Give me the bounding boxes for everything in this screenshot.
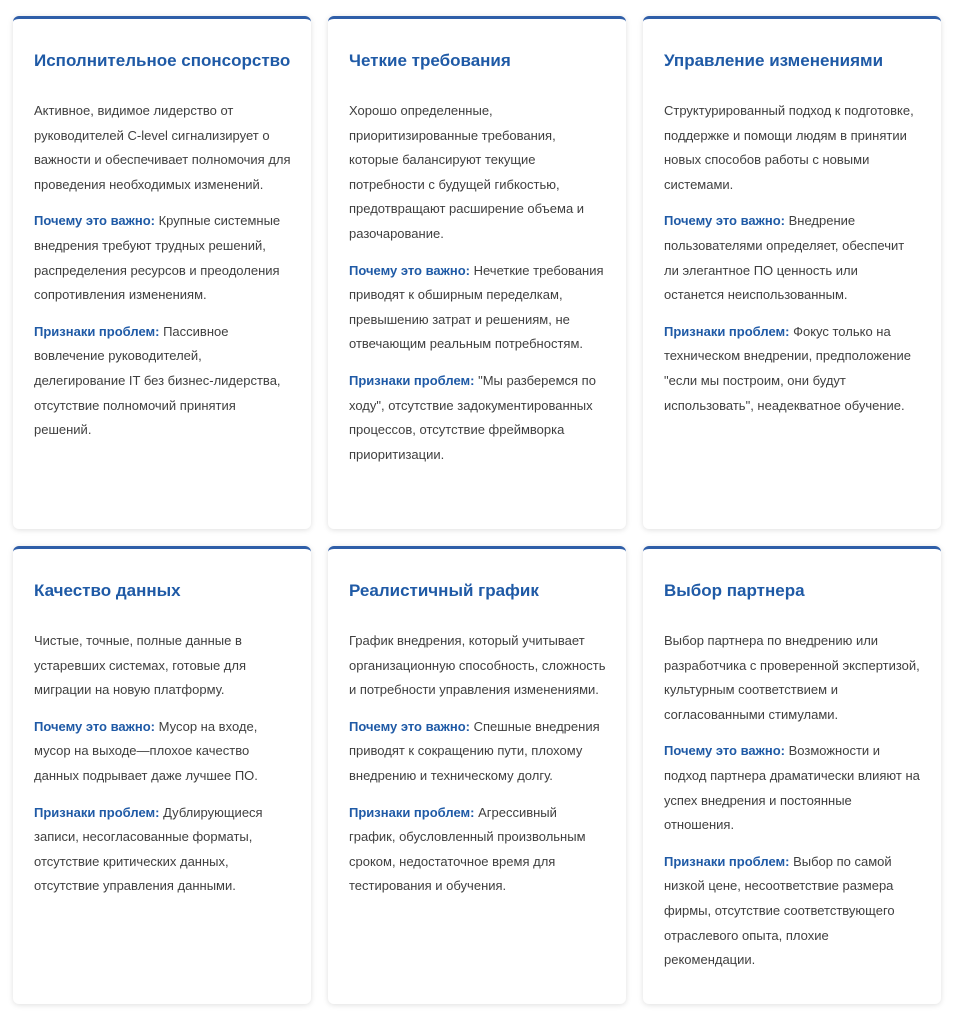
card-clear-requirements — [328, 16, 626, 529]
why-text: Спешные внедрения приводят к сокращению пути, плохому внедрению и техническому долгу. — [349, 718, 600, 783]
card-description: Хорошо определенные, приоритизированные требования, которые балансируют текущие потребности с будущей гибкостью, предотвращают расширение объема и разочарование. — [349, 103, 585, 241]
signs-text: Пассивное вовлечение руководителей, делегирование IT без бизнес-лидерства, отсутствие полномочий принятия решений. — [34, 323, 281, 438]
why-label: Почему это важно: — [664, 213, 785, 229]
card-title: Выбор партнера — [664, 581, 805, 600]
signs-text: Дублирующиеся записи, несогласованные форматы, отсутствие критических данных, отсутствие управления данными. — [34, 804, 263, 894]
signs-text: Фокус только на техническом внедрении, предположение "если мы построим, они будут использовать", неадекватное обучение. — [664, 323, 912, 413]
card-change-management — [643, 16, 941, 529]
signs-text: "Мы разберемся по ходу", отсутствие задокументированных процессов, отсутствие фреймворка приоритизации. — [349, 372, 596, 462]
card-partner-selection — [643, 546, 941, 1004]
card-why-important — [664, 739, 921, 837]
card-why-important — [349, 715, 606, 789]
card-description: Структурированный подход к подготовке, поддержке и помощи людям в принятии новых способов работы с новыми системами. — [664, 103, 914, 192]
card-data-quality — [13, 546, 311, 1004]
why-text: Возможности и подход партнера драматически влияют на успех внедрения и постоянные отношения. — [664, 743, 920, 833]
card-warning-signs — [34, 320, 291, 443]
card-why-important — [34, 715, 291, 789]
card-warning-signs — [664, 850, 921, 973]
card-warning-signs — [349, 801, 606, 899]
why-label: Почему это важно: — [34, 718, 155, 734]
why-text: Крупные системные внедрения требуют трудных решений, распределения ресурсов и преодоления сопротивления изменениям. — [34, 213, 281, 303]
card-warning-signs — [349, 369, 606, 467]
signs-label: Признаки проблем: — [664, 853, 790, 869]
signs-label: Признаки проблем: — [664, 323, 790, 339]
card-description: Выбор партнера по внедрению или разработчика с проверенной экспертизой, культурным соответствием и согласованными стимулами. — [664, 633, 920, 722]
card-title: Реалистичный график — [349, 581, 539, 600]
card-title: Исполнительное спонсорство — [34, 51, 291, 70]
card-warning-signs — [34, 801, 291, 899]
card-description: График внедрения, который учитывает организационную способность, сложность и потребности управления изменениями. — [349, 633, 606, 698]
card-title: Четкие требования — [349, 51, 511, 70]
signs-text: Выбор по самой низкой цене, несоответствие размера фирмы, отсутствие соответствующего отраслевого опыта, плохие рекомендации. — [664, 853, 895, 968]
card-why-important — [34, 209, 291, 307]
why-text: Внедрение пользователями определяет, обеспечит ли элегантное ПО ценность или останется неиспользованным. — [664, 213, 905, 303]
card-why-important — [349, 259, 606, 357]
card-title: Управление изменениями — [664, 51, 884, 70]
why-text: Мусор на входе, мусор на выходе—плохое качество данных подрывает даже лучшее ПО. — [34, 718, 258, 783]
why-text: Нечеткие требования приводят к обширным переделкам, превышению затрат и решениям, не отвечающим реальным потребностям. — [349, 262, 604, 352]
signs-text: Агрессивный график, обусловленный произвольным сроком, недостаточное время для тестирования и обучения. — [349, 804, 586, 894]
signs-label: Признаки проблем: — [349, 372, 475, 388]
why-label: Почему это важно: — [34, 213, 155, 229]
why-label: Почему это важно: — [349, 262, 470, 278]
card-description: Активное, видимое лидерство от руководителей C-level сигнализирует о важности и обеспечивает полномочия для проведения необходимых изменений. — [34, 103, 291, 192]
card-warning-signs — [664, 320, 921, 418]
signs-label: Признаки проблем: — [349, 804, 475, 820]
card-description: Чистые, точные, полные данные в устаревших системах, готовые для миграции на новую платформу. — [34, 633, 246, 698]
signs-label: Признаки проблем: — [34, 804, 160, 820]
card-realistic-timeline — [328, 546, 626, 1004]
card-executive-sponsorship — [13, 16, 311, 529]
card-title: Качество данных — [34, 581, 181, 600]
card-why-important — [664, 209, 921, 307]
signs-label: Признаки проблем: — [34, 323, 160, 339]
why-label: Почему это важно: — [349, 718, 470, 734]
why-label: Почему это важно: — [664, 743, 785, 759]
